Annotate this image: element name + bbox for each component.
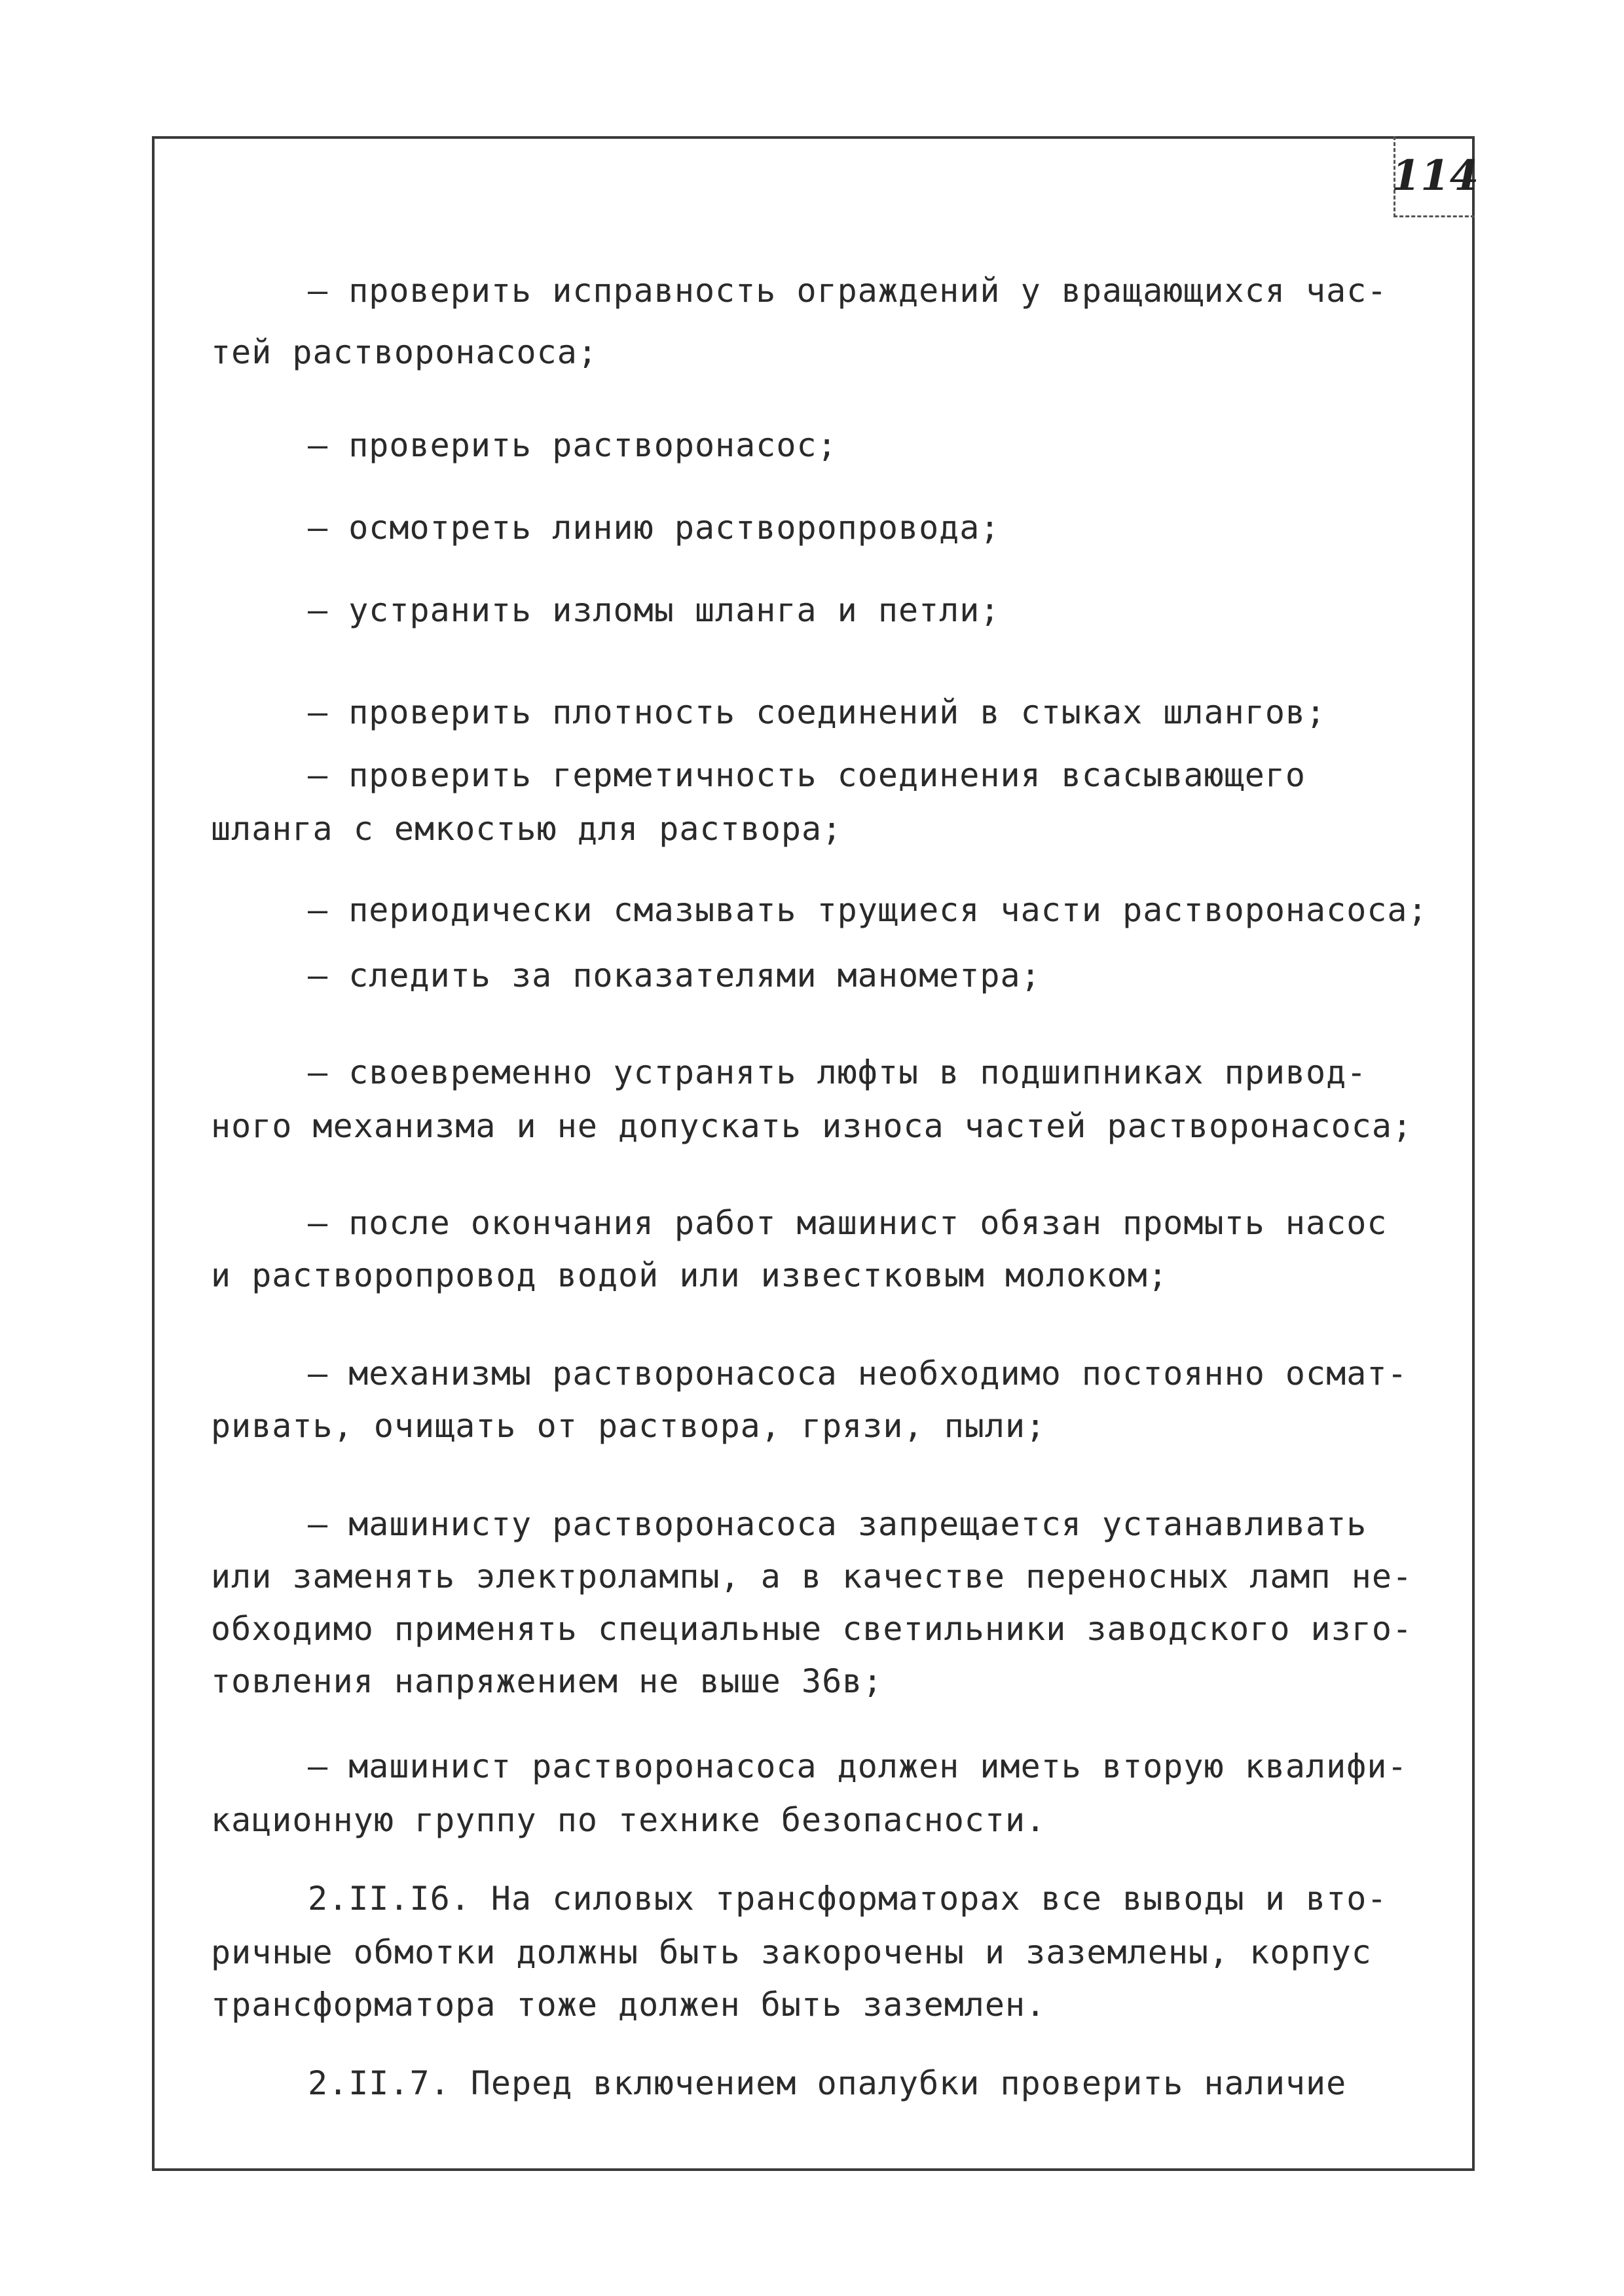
text-line: 2.II.I6. На силовых трансформаторах все выводы и вто- [308, 1880, 1388, 1918]
text-line: – проверить плотность соединений в стыках шлангов; [308, 693, 1327, 731]
text-line: – устранить изломы шланга и петли; [308, 591, 1001, 629]
text-line: – проверить растворонасос; [308, 426, 838, 464]
text-line: – проверить герметичность соединения всасывающего [308, 756, 1306, 794]
text-line: – механизмы растворонасоса необходимо постоянно осмат- [308, 1355, 1408, 1393]
page-number: 114 [1391, 151, 1479, 200]
text-line: и растворопровод водой или известковым молоком; [211, 1256, 1168, 1294]
text-line: – следить за показателями манометра; [308, 957, 1041, 994]
text-line: – машинист растворонасоса должен иметь вторую квалифи- [308, 1747, 1408, 1785]
text-line: – проверить исправность ограждений у вращающихся час- [308, 272, 1388, 310]
text-line: трансформатора тоже должен быть заземлен. [211, 1986, 1046, 2024]
text-line: тей растворонасоса; [211, 333, 598, 371]
text-line: ричные обмотки должны быть закорочены и заземлены, корпус [211, 1933, 1372, 1971]
text-line: ривать, очищать от раствора, грязи, пыли; [211, 1407, 1046, 1445]
text-line: ного механизма и не допускать износа частей растворонасоса; [211, 1107, 1413, 1145]
page-number-box [1391, 136, 1479, 217]
text-line: шланга с емкостью для раствора; [211, 810, 843, 848]
text-line: товления напряжением не выше 36в; [211, 1662, 883, 1700]
text-line: – после окончания работ машинист обязан промыть насос [308, 1204, 1388, 1242]
text-line: – своевременно устранять люфты в подшипниках привод- [308, 1053, 1367, 1091]
text-line: или заменять электролампы, а в качестве переносных ламп не- [211, 1558, 1413, 1595]
text-line: 2.II.7. Перед включением опалубки проверить наличие [308, 2064, 1347, 2102]
text-line: кационную группу по технике безопасности. [211, 1801, 1046, 1839]
text-line: – машинисту растворонасоса запрещается устанавливать [308, 1505, 1367, 1543]
text-line: обходимо применять специальные светильники заводского изго- [211, 1610, 1413, 1648]
text-line: – периодически смазывать трущиеся части растворонасоса; [308, 891, 1428, 929]
text-line: – осмотреть линию растворопровода; [308, 509, 1001, 547]
